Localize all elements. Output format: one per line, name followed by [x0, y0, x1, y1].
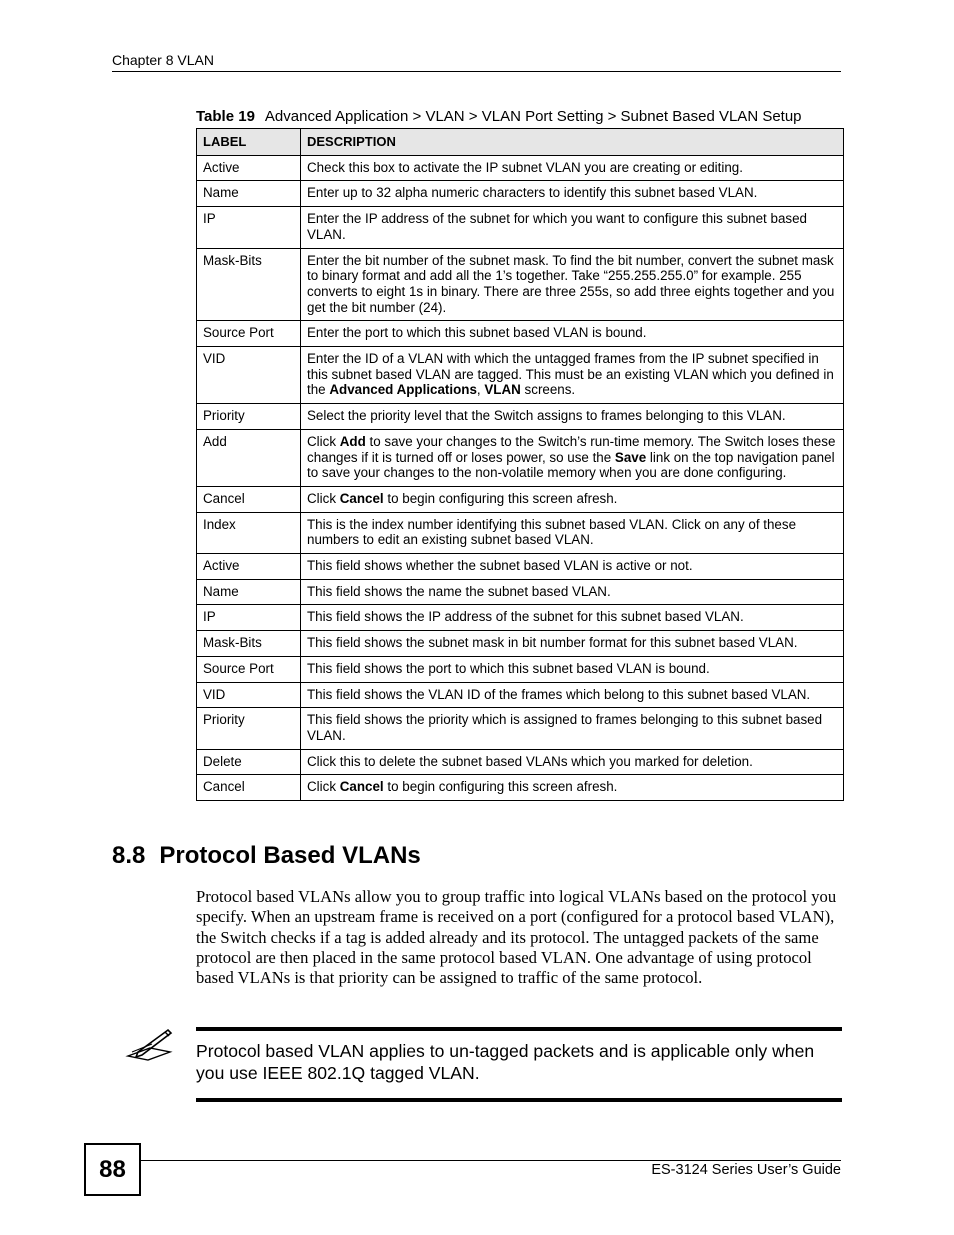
- row-label: Delete: [197, 749, 301, 775]
- guide-title: ES-3124 Series User’s Guide: [651, 1162, 841, 1178]
- note-text: Protocol based VLAN applies to un-tagged packets and is applicable only when you use IEEE 802.1Q tagged VLAN.: [196, 1041, 815, 1083]
- description-text: Click this to delete the subnet based VLANs which you marked for deletion.: [307, 753, 753, 769]
- description-text: Click: [307, 490, 340, 506]
- row-label: IP: [197, 207, 301, 248]
- header-divider: [112, 71, 841, 72]
- row-label: VID: [197, 682, 301, 708]
- row-label: Mask-Bits: [197, 248, 301, 321]
- section-title: Protocol Based VLANs: [159, 842, 421, 869]
- row-description: [301, 486, 844, 512]
- row-description: [301, 207, 844, 248]
- description-emphasis: Cancel: [339, 490, 384, 506]
- description-emphasis: Add: [339, 433, 366, 449]
- row-label: Name: [197, 579, 301, 605]
- description-text: This field shows the subnet mask in bit number format for this subnet based VLAN.: [307, 635, 798, 651]
- description-emphasis: Cancel: [339, 779, 384, 795]
- description-text: to save your changes to the Switch’s run-time memory. The Switch loses these changes if it is turned off or loses power, so use the: [307, 433, 836, 465]
- description-text: ,: [476, 382, 485, 398]
- table-body: [197, 155, 844, 800]
- row-description: [301, 321, 844, 347]
- row-description: [301, 605, 844, 631]
- row-label: Active: [197, 155, 301, 181]
- table-row: [197, 605, 844, 631]
- pen-on-paper-icon: [124, 1026, 174, 1062]
- row-description: [301, 181, 844, 207]
- description-text: Select the priority level that the Switch assigns to frames belonging to this VLAN.: [307, 408, 786, 424]
- subnet-vlan-setup-table: [196, 128, 844, 801]
- table-row: [197, 631, 844, 657]
- row-description: [301, 512, 844, 553]
- table-row: [197, 749, 844, 775]
- row-description: [301, 656, 844, 682]
- description-text: This is the index number identifying this subnet based VLAN. Click on any of these numbers to edit an existing subnet based VLAN.: [307, 516, 797, 548]
- row-label: Mask-Bits: [197, 631, 301, 657]
- description-emphasis: Save: [614, 449, 647, 465]
- row-label: Active: [197, 554, 301, 580]
- footer-divider: [139, 1160, 841, 1161]
- table-row: [197, 207, 844, 248]
- description-text: Enter the ID of a VLAN with which the untagged frames from the IP subnet specified in this subnet based VLAN are tagged. This must be an existing VLAN which you defined in the: [307, 351, 834, 398]
- row-label: Add: [197, 429, 301, 486]
- row-label: Source Port: [197, 656, 301, 682]
- table-row: [197, 486, 844, 512]
- row-description: [301, 554, 844, 580]
- description-text: This field shows the name the subnet based VLAN.: [307, 583, 611, 599]
- description-text: Enter the port to which this subnet based VLAN is bound.: [307, 325, 647, 341]
- table-row: [197, 321, 844, 347]
- column-header-label: LABEL: [197, 129, 301, 156]
- description-text: This field shows the port to which this subnet based VLAN is bound.: [307, 660, 710, 676]
- row-description: [301, 347, 844, 404]
- section-heading: [112, 842, 421, 870]
- section-paragraph: Protocol based VLANs allow you to group traffic into logical VLANs based on the protocol you specify. When an upstream frame is received on a port (configured for a protocol based VLAN), the Switch checks if a tag is added already and its protocol. The untagged packets of the same protocol are then placed in the same protocol based VLAN. One advantage of using protocol based VLANs is that priority can be assigned to traffic of the same protocol.: [196, 887, 837, 988]
- row-description: [301, 682, 844, 708]
- section-number: 8.8: [112, 842, 146, 869]
- row-label: Index: [197, 512, 301, 553]
- description-text: screens.: [520, 382, 576, 398]
- description-text: Enter the IP address of the subnet for which you want to configure this subnet based VLAN.: [307, 211, 807, 242]
- row-label: Source Port: [197, 321, 301, 347]
- row-description: [301, 708, 844, 749]
- row-description: [301, 775, 844, 801]
- table-header-row: [197, 129, 844, 156]
- description-text: Click: [307, 779, 340, 795]
- table-row: [197, 579, 844, 605]
- row-description: [301, 429, 844, 486]
- table-row: [197, 347, 844, 404]
- note-bottom-rule: [196, 1098, 842, 1102]
- row-description: [301, 404, 844, 430]
- description-text: This field shows whether the subnet based VLAN is active or not.: [307, 558, 693, 574]
- row-label: IP: [197, 605, 301, 631]
- table-row: [197, 248, 844, 321]
- description-text: to begin configuring this screen afresh.: [383, 490, 618, 506]
- row-label: Cancel: [197, 775, 301, 801]
- description-text: link on the top navigation panel to save your changes to the non-volatile memory when you are done configuring.: [307, 449, 835, 481]
- row-label: Priority: [197, 708, 301, 749]
- description-text: This field shows the IP address of the subnet for this subnet based VLAN.: [307, 609, 744, 625]
- note-top-rule: [196, 1027, 842, 1031]
- table-row: [197, 429, 844, 486]
- description-text: This field shows the VLAN ID of the frames which belong to this subnet based VLAN.: [307, 686, 811, 702]
- description-text: Enter up to 32 alpha numeric characters to identify this subnet based VLAN.: [307, 185, 758, 201]
- table-caption-label: Table 19: [196, 108, 255, 125]
- description-text: Click: [307, 433, 340, 449]
- description-emphasis: Advanced Applications: [329, 382, 477, 398]
- table-row: [197, 155, 844, 181]
- description-text: Enter the bit number of the subnet mask. To find the bit number, convert the subnet mask to binary format and add all the 1’s together. Take “255.255.255.0” for example. 255 converts to eight 1s in binary. There are three 255s, so add three eights together and you get the bit number (24).: [307, 252, 835, 315]
- table-row: [197, 181, 844, 207]
- row-label: Cancel: [197, 486, 301, 512]
- column-header-description: DESCRIPTION: [301, 129, 844, 156]
- row-label: Name: [197, 181, 301, 207]
- description-text: Check this box to activate the IP subnet VLAN you are creating or editing.: [307, 159, 743, 175]
- table-caption: [196, 108, 802, 125]
- row-description: [301, 579, 844, 605]
- table-caption-title: Advanced Application > VLAN > VLAN Port Setting > Subnet Based VLAN Setup: [264, 108, 802, 125]
- description-text: to begin configuring this screen afresh.: [383, 779, 618, 795]
- chapter-header: Chapter 8 VLAN: [112, 52, 214, 68]
- table-row: [197, 656, 844, 682]
- row-description: [301, 631, 844, 657]
- row-description: [301, 155, 844, 181]
- row-description: [301, 248, 844, 321]
- description-emphasis: VLAN: [484, 382, 521, 398]
- table-row: [197, 554, 844, 580]
- table-row: [197, 404, 844, 430]
- table-row: [197, 708, 844, 749]
- description-text: This field shows the priority which is assigned to frames belonging to this subnet based VLAN.: [307, 712, 823, 743]
- row-description: [301, 749, 844, 775]
- page-number: 88: [84, 1143, 141, 1196]
- table-row: [197, 682, 844, 708]
- row-label: Priority: [197, 404, 301, 430]
- table-row: [197, 775, 844, 801]
- table-row: [197, 512, 844, 553]
- row-label: VID: [197, 347, 301, 404]
